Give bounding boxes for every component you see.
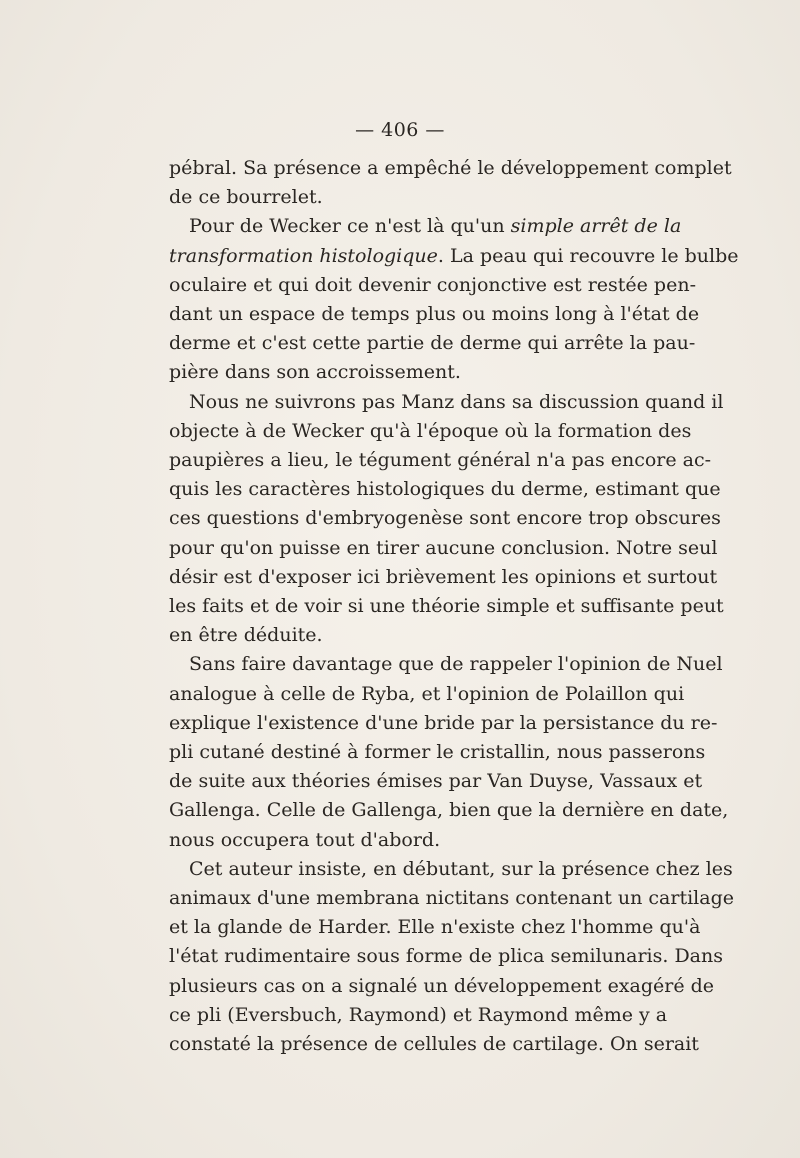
text-line: l'état rudimentaire sous forme de plica semilunaris. Dans — [169, 945, 723, 968]
paragraph-2 — [169, 212, 739, 387]
text-line: ce pli (Eversbuch, Raymond) et Raymond même y a — [169, 1003, 668, 1026]
text-line — [169, 242, 739, 271]
text-line: pour qu'on puisse en tirer aucune conclusion. Notre seul — [169, 536, 718, 559]
italic-phrase: transformation histologique — [169, 244, 438, 267]
text-line: objecte à de Wecker qu'à l'époque où la formation des — [169, 419, 692, 442]
text-line: Nous ne suivrons pas Manz dans sa discussion quand il — [189, 390, 724, 413]
text-line: plusieurs cas on a signalé un développement exagéré de — [169, 974, 715, 997]
text-line: explique l'existence d'une bride par la persistance du re- — [169, 711, 718, 734]
text-line: Sans faire davantage que de rappeler l'opinion de Nuel — [189, 653, 723, 676]
text-line: paupières a lieu, le tégument général n'a pas encore ac- — [169, 449, 712, 472]
paragraph-1 — [169, 154, 732, 212]
text-line: animaux d'une membrana nictitans contenant un cartilage — [169, 887, 734, 910]
text-line: de suite aux théories émises par Van Duyse, Vassaux et — [169, 770, 703, 793]
text-line: nous occupera tout d'abord. — [169, 828, 441, 851]
text-line: en être déduite. — [169, 624, 323, 647]
text-line: et la glande de Harder. Elle n'existe chez l'homme qu'à — [169, 916, 701, 939]
text-line: de ce bourrelet. — [169, 186, 323, 209]
text-line: Gallenga. Celle de Gallenga, bien que la dernière en date, — [169, 799, 729, 822]
text-line: pière dans son accroissement. — [169, 361, 461, 384]
text-run: Pour de Wecker ce n'est là qu'un — [189, 215, 511, 238]
paragraph-3 — [169, 388, 724, 651]
body-text — [169, 154, 739, 1059]
text-line: quis les caractères histologiques du derme, estimant que — [169, 478, 721, 501]
text-line: les faits et de voir si une théorie simple et suffisante peut — [169, 595, 724, 618]
paragraph-5 — [169, 855, 734, 1059]
text-line: dant un espace de temps plus ou moins long à l'état de — [169, 303, 700, 326]
text-line: pébral. Sa présence a empêché le développement complet — [169, 157, 732, 179]
text-line: constaté la présence de cellules de cartilage. On serait — [169, 1033, 699, 1056]
text-line: Cet auteur insiste, en débutant, sur la présence chez les — [189, 857, 733, 880]
text-line: analogue à celle de Ryba, et l'opinion de Polaillon qui — [169, 682, 685, 705]
italic-phrase: simple arrêt de la — [510, 215, 682, 238]
text-line: pli cutané destiné à former le cristallin, nous passerons — [169, 741, 706, 764]
text-line — [169, 212, 682, 241]
text-line: derme et c'est cette partie de derme qui arrête la pau- — [169, 332, 696, 355]
page-number: — 406 — — [355, 119, 445, 141]
text-run: . La peau qui recouvre le bulbe — [437, 244, 739, 267]
text-line: oculaire et qui doit devenir conjonctive est restée pen- — [169, 273, 696, 296]
text-line: désir est d'exposer ici brièvement les opinions et surtout — [169, 565, 718, 588]
text-line: ces questions d'embryogenèse sont encore trop obscures — [169, 507, 721, 530]
paragraph-4 — [169, 650, 729, 854]
